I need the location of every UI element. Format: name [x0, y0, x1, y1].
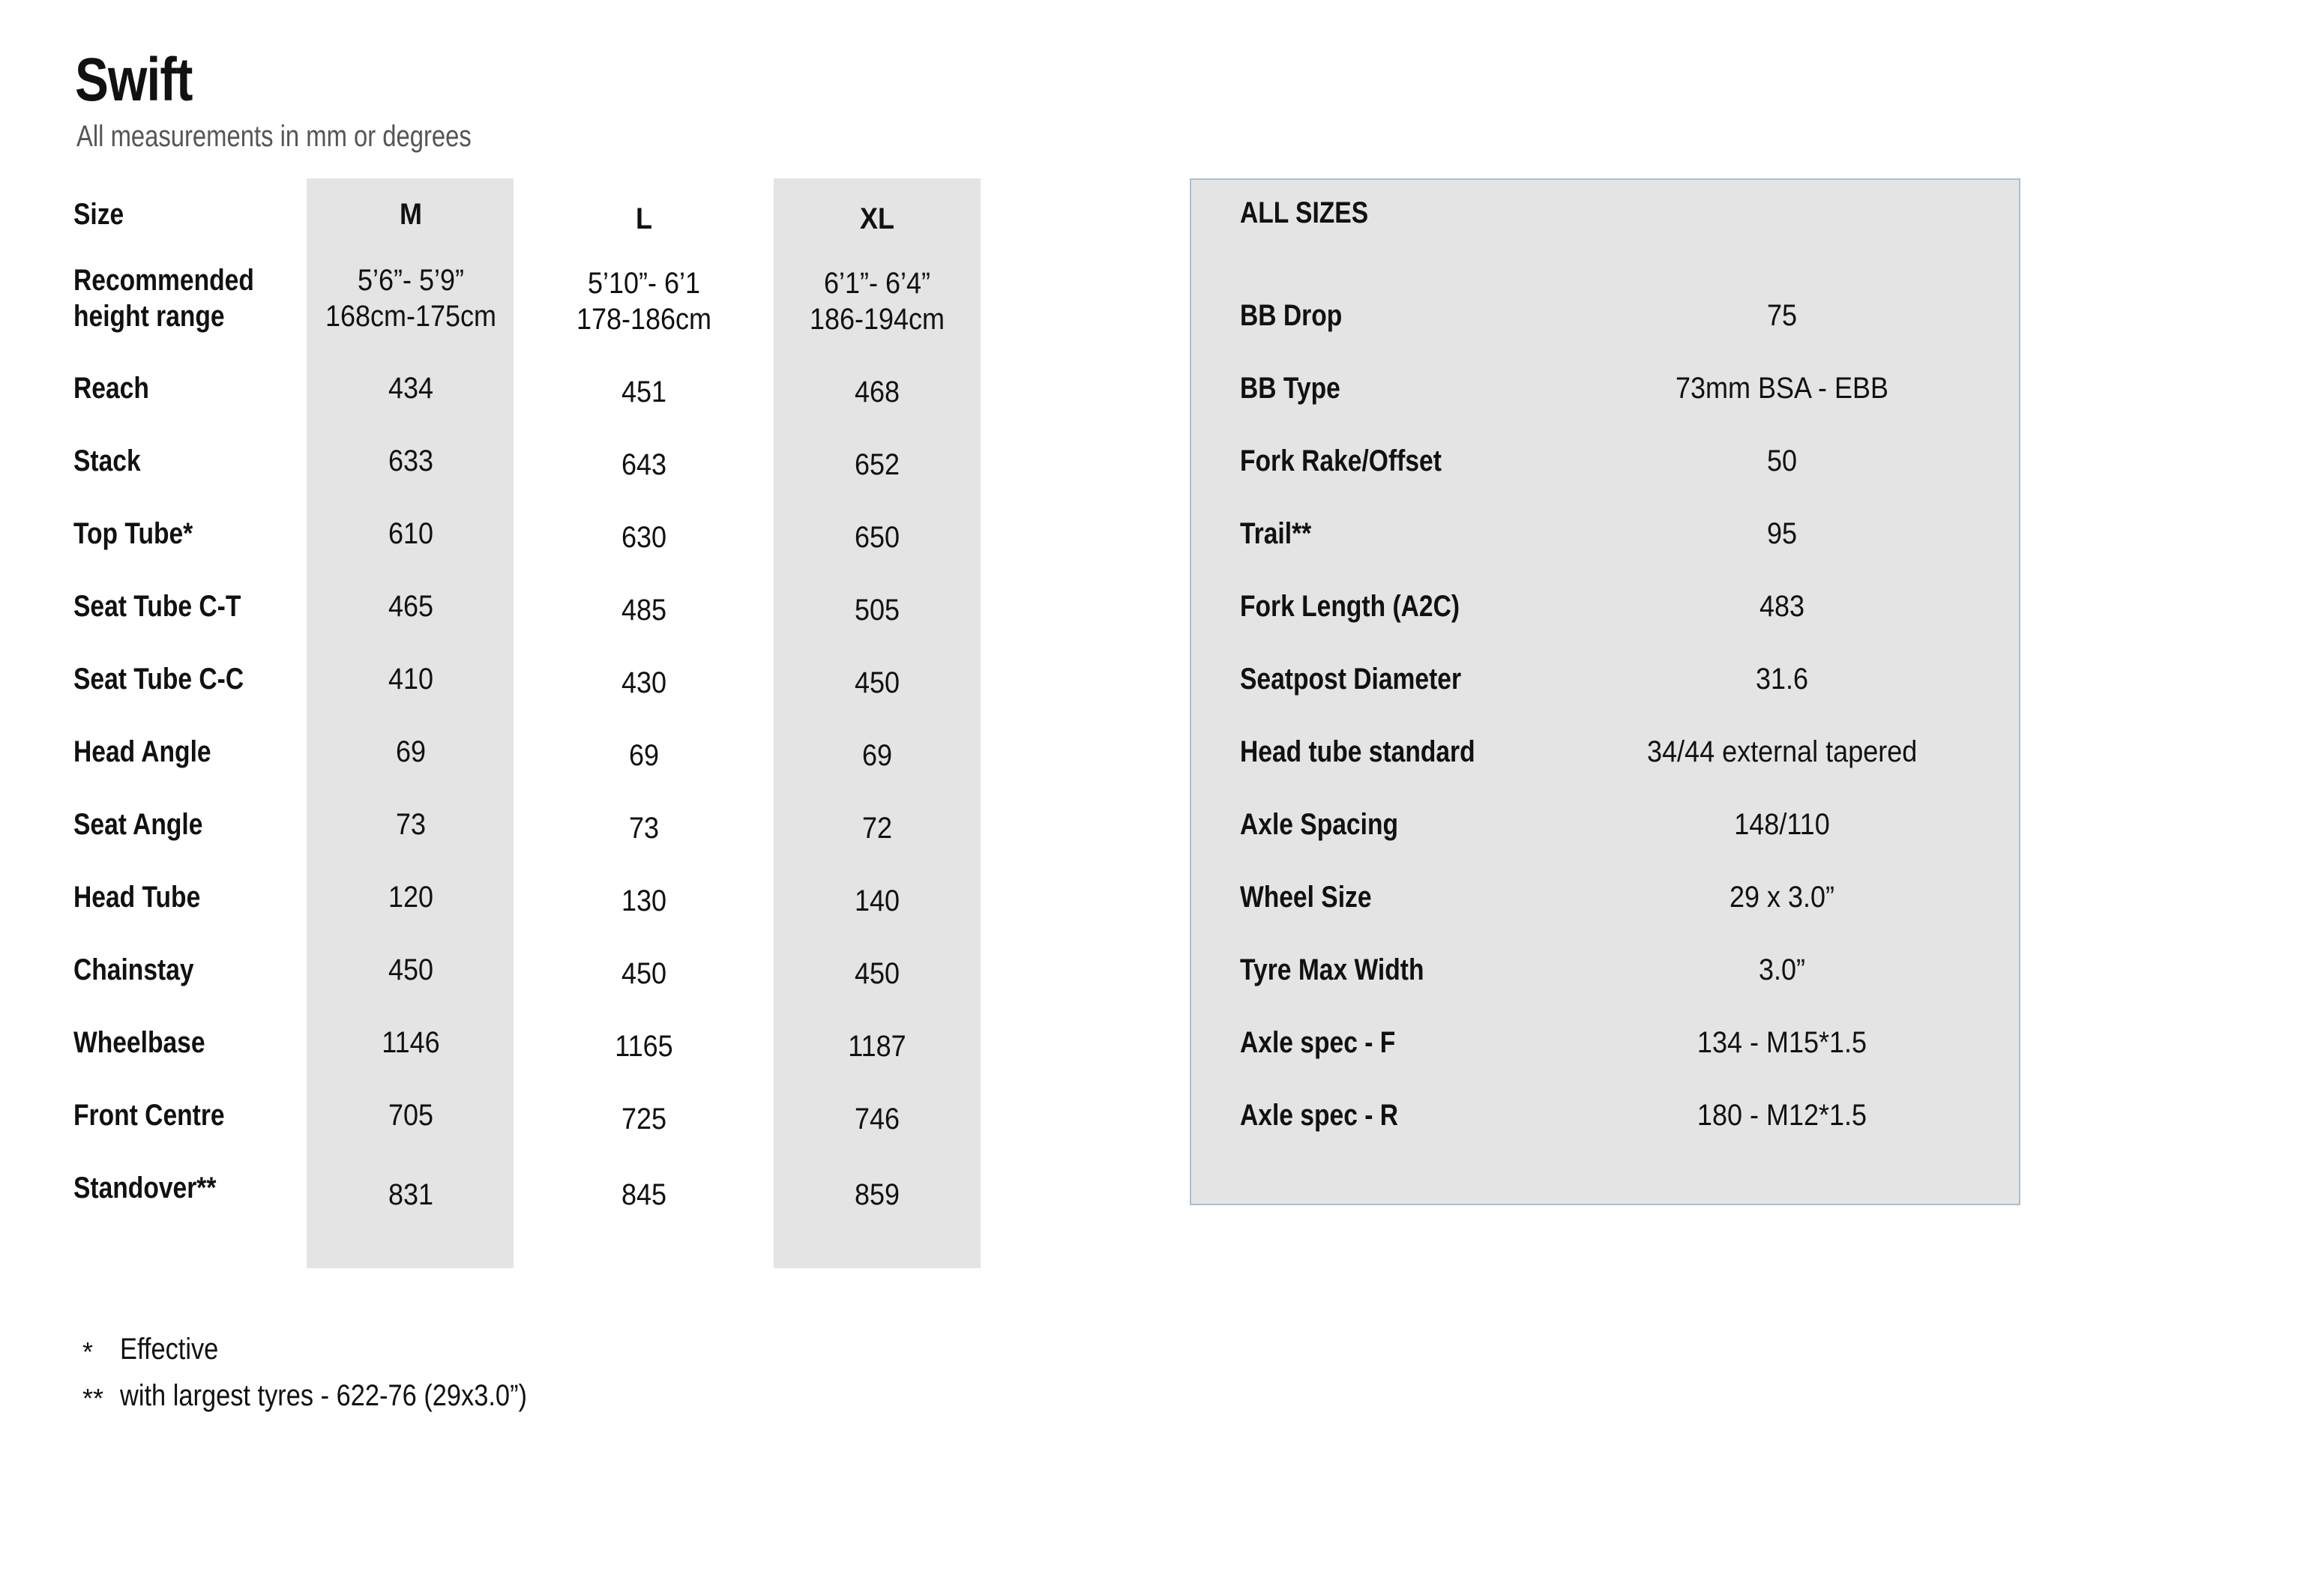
row-label: Front Centre [73, 1099, 225, 1132]
row-label: Stack [73, 444, 141, 477]
value-xl: 69 [861, 739, 893, 772]
height-xl-metric: 186-194cm [809, 303, 945, 336]
value-xl: 859 [854, 1178, 900, 1211]
row-label: Seat Tube C-T [73, 590, 241, 623]
value-m: 705 [388, 1099, 434, 1132]
spec-label: BB Type [1240, 372, 1340, 405]
footnote-mark: ** [82, 1383, 104, 1414]
value-l: 73 [628, 812, 660, 845]
value-m: 633 [388, 444, 434, 477]
value-xl: 505 [854, 594, 900, 627]
value-xl: 450 [854, 957, 900, 990]
value-xl: 450 [854, 666, 900, 699]
value-l: 130 [621, 884, 667, 917]
value-l: 845 [621, 1178, 667, 1211]
value-xl: 746 [854, 1103, 900, 1136]
value-xl: 72 [861, 812, 893, 845]
size-xl-header: XL [859, 202, 895, 235]
value-xl: 652 [854, 448, 900, 481]
value-xl: 1187 [848, 1030, 906, 1063]
spec-label: Axle Spacing [1240, 808, 1399, 841]
value-m: 69 [395, 735, 427, 768]
spec-value: 483 [1759, 590, 1805, 623]
height-range-label-line2: height range [73, 300, 225, 333]
value-m: 465 [388, 590, 434, 623]
value-l: 69 [628, 739, 660, 772]
value-l: 451 [621, 376, 667, 408]
spec-value: 31.6 [1755, 663, 1809, 696]
height-m-metric: 168cm-175cm [325, 300, 497, 333]
height-range-label-line1: Recommended [73, 264, 254, 297]
size-row-label: Size [73, 198, 124, 231]
spec-label: Wheel Size [1240, 881, 1372, 914]
value-m: 73 [395, 808, 427, 841]
page-title: Swift [75, 46, 193, 114]
height-l-imperial: 5’10”- 6’1 [587, 267, 701, 300]
value-m: 410 [388, 663, 434, 696]
row-label: Head Tube [73, 881, 201, 914]
value-l: 643 [621, 448, 667, 481]
spec-value: 34/44 external tapered [1647, 735, 1918, 768]
spec-label: BB Drop [1240, 299, 1343, 332]
size-m-header: M [399, 198, 422, 231]
row-label: Top Tube* [73, 517, 193, 550]
value-l: 485 [621, 594, 667, 627]
row-label: Head Angle [73, 735, 211, 768]
value-m: 120 [388, 881, 434, 914]
value-xl: 140 [854, 884, 900, 917]
height-l-metric: 178-186cm [576, 303, 712, 336]
value-xl: 650 [854, 521, 900, 554]
footnote-text: Effective [120, 1333, 219, 1366]
value-m: 434 [388, 372, 434, 405]
spec-label: Axle spec - R [1240, 1099, 1399, 1132]
footnote-mark: * [82, 1336, 94, 1367]
value-l: 630 [621, 521, 667, 554]
value-m: 831 [388, 1178, 434, 1211]
row-label: Reach [73, 372, 149, 405]
spec-label: Axle spec - F [1240, 1026, 1396, 1059]
value-m: 1146 [382, 1026, 440, 1059]
page-subtitle: All measurements in mm or degrees [76, 120, 472, 153]
spec-value: 75 [1766, 299, 1798, 332]
value-l: 725 [621, 1103, 667, 1136]
spec-value: 134 - M15*1.5 [1697, 1026, 1867, 1059]
value-l: 450 [621, 957, 667, 990]
row-label: Wheelbase [73, 1026, 205, 1059]
spec-label: Tyre Max Width [1240, 953, 1424, 986]
value-l: 430 [621, 666, 667, 699]
spec-value: 95 [1766, 517, 1798, 550]
value-m: 450 [388, 953, 434, 986]
all-sizes-title: ALL SIZES [1240, 196, 1369, 229]
height-xl-imperial: 6’1”- 6’4” [823, 267, 931, 300]
spec-value: 73mm BSA - EBB [1675, 372, 1889, 405]
spec-label: Trail** [1240, 517, 1312, 550]
spec-label: Head tube standard [1240, 735, 1475, 768]
spec-value: 148/110 [1734, 808, 1830, 841]
value-xl: 468 [854, 376, 900, 408]
value-m: 610 [388, 517, 434, 550]
row-label: Seat Angle [73, 808, 203, 841]
size-l-header: L [636, 202, 652, 235]
footnote-text: with largest tyres - 622-76 (29x3.0”) [120, 1379, 527, 1412]
row-label: Seat Tube C-C [73, 663, 244, 696]
spec-value: 180 - M12*1.5 [1697, 1099, 1867, 1132]
value-l: 1165 [615, 1030, 673, 1063]
row-label: Chainstay [73, 953, 194, 986]
row-label: Standover** [73, 1172, 217, 1204]
spec-label: Fork Rake/Offset [1240, 444, 1442, 477]
spec-value: 29 x 3.0” [1729, 881, 1835, 914]
spec-value: 50 [1766, 444, 1798, 477]
spec-label: Fork Length (A2C) [1240, 590, 1460, 623]
spec-value: 3.0” [1758, 953, 1806, 986]
height-m-imperial: 5’6”- 5’9” [357, 264, 465, 297]
spec-label: Seatpost Diameter [1240, 663, 1462, 696]
